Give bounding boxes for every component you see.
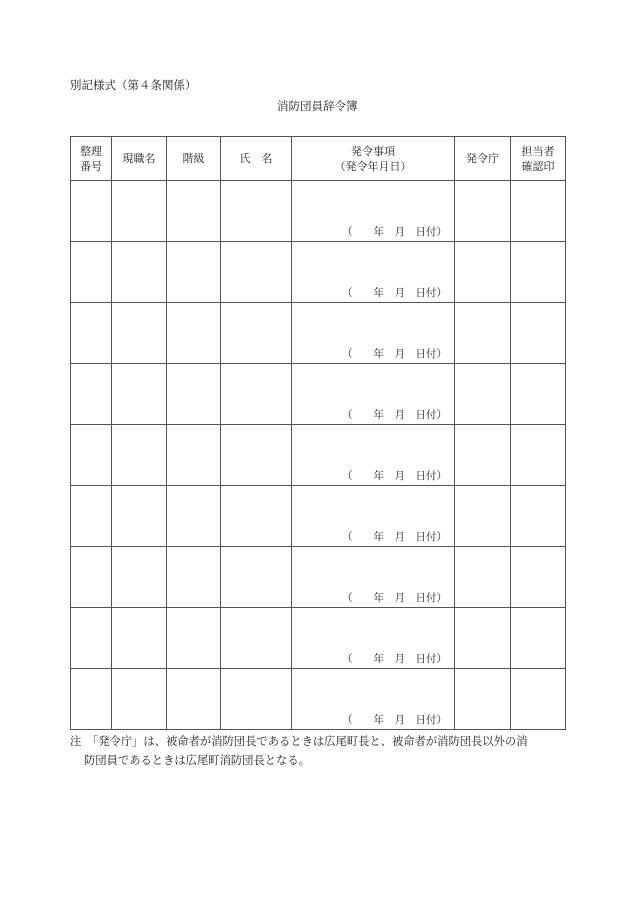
cell-current-position[interactable] — [112, 364, 167, 425]
cell-number[interactable] — [71, 181, 112, 242]
appointment-date-placeholder: （ 年 月 日付） — [342, 348, 447, 360]
cell-name[interactable] — [221, 669, 292, 730]
header-number: 整理 番号 — [71, 137, 112, 181]
cell-issuing-authority[interactable] — [455, 486, 511, 547]
cell-issuing-authority[interactable] — [455, 242, 511, 303]
appointment-date-placeholder: （ 年 月 日付） — [342, 226, 447, 238]
cell-rank[interactable] — [167, 608, 221, 669]
appointment-date-placeholder: （ 年 月 日付） — [342, 653, 447, 665]
cell-appointment-matter[interactable] — [292, 181, 455, 242]
form-label: 別記様式（第４条関係） — [70, 78, 197, 92]
appointment-ledger-table — [70, 136, 566, 730]
cell-issuing-authority[interactable] — [455, 364, 511, 425]
cell-number[interactable] — [71, 547, 112, 608]
cell-appointment-matter[interactable] — [292, 669, 455, 730]
cell-appointment-matter[interactable] — [292, 303, 455, 364]
cell-current-position[interactable] — [112, 242, 167, 303]
cell-staff-seal[interactable] — [511, 242, 566, 303]
appointment-date-placeholder: （ 年 月 日付） — [342, 287, 447, 299]
cell-staff-seal[interactable] — [511, 669, 566, 730]
cell-issuing-authority[interactable] — [455, 547, 511, 608]
cell-name[interactable] — [221, 486, 292, 547]
table-row — [71, 181, 566, 242]
cell-current-position[interactable] — [112, 608, 167, 669]
cell-staff-seal[interactable] — [511, 303, 566, 364]
cell-appointment-matter[interactable] — [292, 486, 455, 547]
cell-appointment-matter[interactable] — [292, 608, 455, 669]
appointment-date-placeholder: （ 年 月 日付） — [342, 531, 447, 543]
cell-number[interactable] — [71, 303, 112, 364]
footnote-line-1: 注 「発令庁」は、被命者が消防団長であるときは広尾町長と、被命者が消防団長以外の消 — [70, 735, 528, 748]
header-appointment-matter: 発令事項 （発令年月日） — [292, 137, 455, 181]
cell-staff-seal[interactable] — [511, 547, 566, 608]
footnote-line-2: 防団員であるときは広尾町消防団長となる。 — [84, 754, 310, 767]
cell-appointment-matter[interactable] — [292, 242, 455, 303]
cell-current-position[interactable] — [112, 547, 167, 608]
cell-number[interactable] — [71, 669, 112, 730]
cell-current-position[interactable] — [112, 303, 167, 364]
document-title: 消防団員辞令簿 — [277, 99, 358, 113]
table-row — [71, 608, 566, 669]
cell-staff-seal[interactable] — [511, 486, 566, 547]
appointment-date-placeholder: （ 年 月 日付） — [342, 409, 447, 421]
cell-name[interactable] — [221, 425, 292, 486]
cell-staff-seal[interactable] — [511, 181, 566, 242]
cell-name[interactable] — [221, 608, 292, 669]
appointment-date-placeholder: （ 年 月 日付） — [342, 714, 447, 726]
cell-name[interactable] — [221, 303, 292, 364]
cell-rank[interactable] — [167, 181, 221, 242]
appointment-date-placeholder: （ 年 月 日付） — [342, 592, 447, 604]
cell-number[interactable] — [71, 242, 112, 303]
cell-issuing-authority[interactable] — [455, 425, 511, 486]
cell-current-position[interactable] — [112, 669, 167, 730]
cell-rank[interactable] — [167, 547, 221, 608]
header-rank: 階級 — [167, 137, 221, 181]
table-row — [71, 303, 566, 364]
appointment-date-placeholder: （ 年 月 日付） — [342, 470, 447, 482]
table-row — [71, 425, 566, 486]
cell-staff-seal[interactable] — [511, 425, 566, 486]
header-current-position: 現職名 — [112, 137, 167, 181]
table-row — [71, 364, 566, 425]
cell-number[interactable] — [71, 486, 112, 547]
cell-issuing-authority[interactable] — [455, 669, 511, 730]
cell-number[interactable] — [71, 425, 112, 486]
cell-name[interactable] — [221, 181, 292, 242]
cell-rank[interactable] — [167, 486, 221, 547]
cell-rank[interactable] — [167, 364, 221, 425]
cell-name[interactable] — [221, 364, 292, 425]
header-name: 氏 名 — [221, 137, 292, 181]
cell-name[interactable] — [221, 242, 292, 303]
cell-rank[interactable] — [167, 425, 221, 486]
cell-rank[interactable] — [167, 303, 221, 364]
table-row — [71, 547, 566, 608]
table-row — [71, 486, 566, 547]
cell-rank[interactable] — [167, 242, 221, 303]
cell-number[interactable] — [71, 364, 112, 425]
cell-issuing-authority[interactable] — [455, 303, 511, 364]
cell-number[interactable] — [71, 608, 112, 669]
cell-staff-seal[interactable] — [511, 608, 566, 669]
table-row — [71, 242, 566, 303]
cell-issuing-authority[interactable] — [455, 181, 511, 242]
header-row — [71, 137, 566, 181]
footnote — [70, 732, 570, 770]
header-staff-seal: 担当者 確認印 — [511, 137, 566, 181]
cell-appointment-matter[interactable] — [292, 364, 455, 425]
cell-appointment-matter[interactable] — [292, 425, 455, 486]
cell-current-position[interactable] — [112, 486, 167, 547]
cell-issuing-authority[interactable] — [455, 608, 511, 669]
cell-rank[interactable] — [167, 669, 221, 730]
cell-current-position[interactable] — [112, 425, 167, 486]
header-issuing-authority: 発令庁 — [455, 137, 511, 181]
cell-staff-seal[interactable] — [511, 364, 566, 425]
cell-name[interactable] — [221, 547, 292, 608]
table-row — [71, 669, 566, 730]
cell-current-position[interactable] — [112, 181, 167, 242]
cell-appointment-matter[interactable] — [292, 547, 455, 608]
